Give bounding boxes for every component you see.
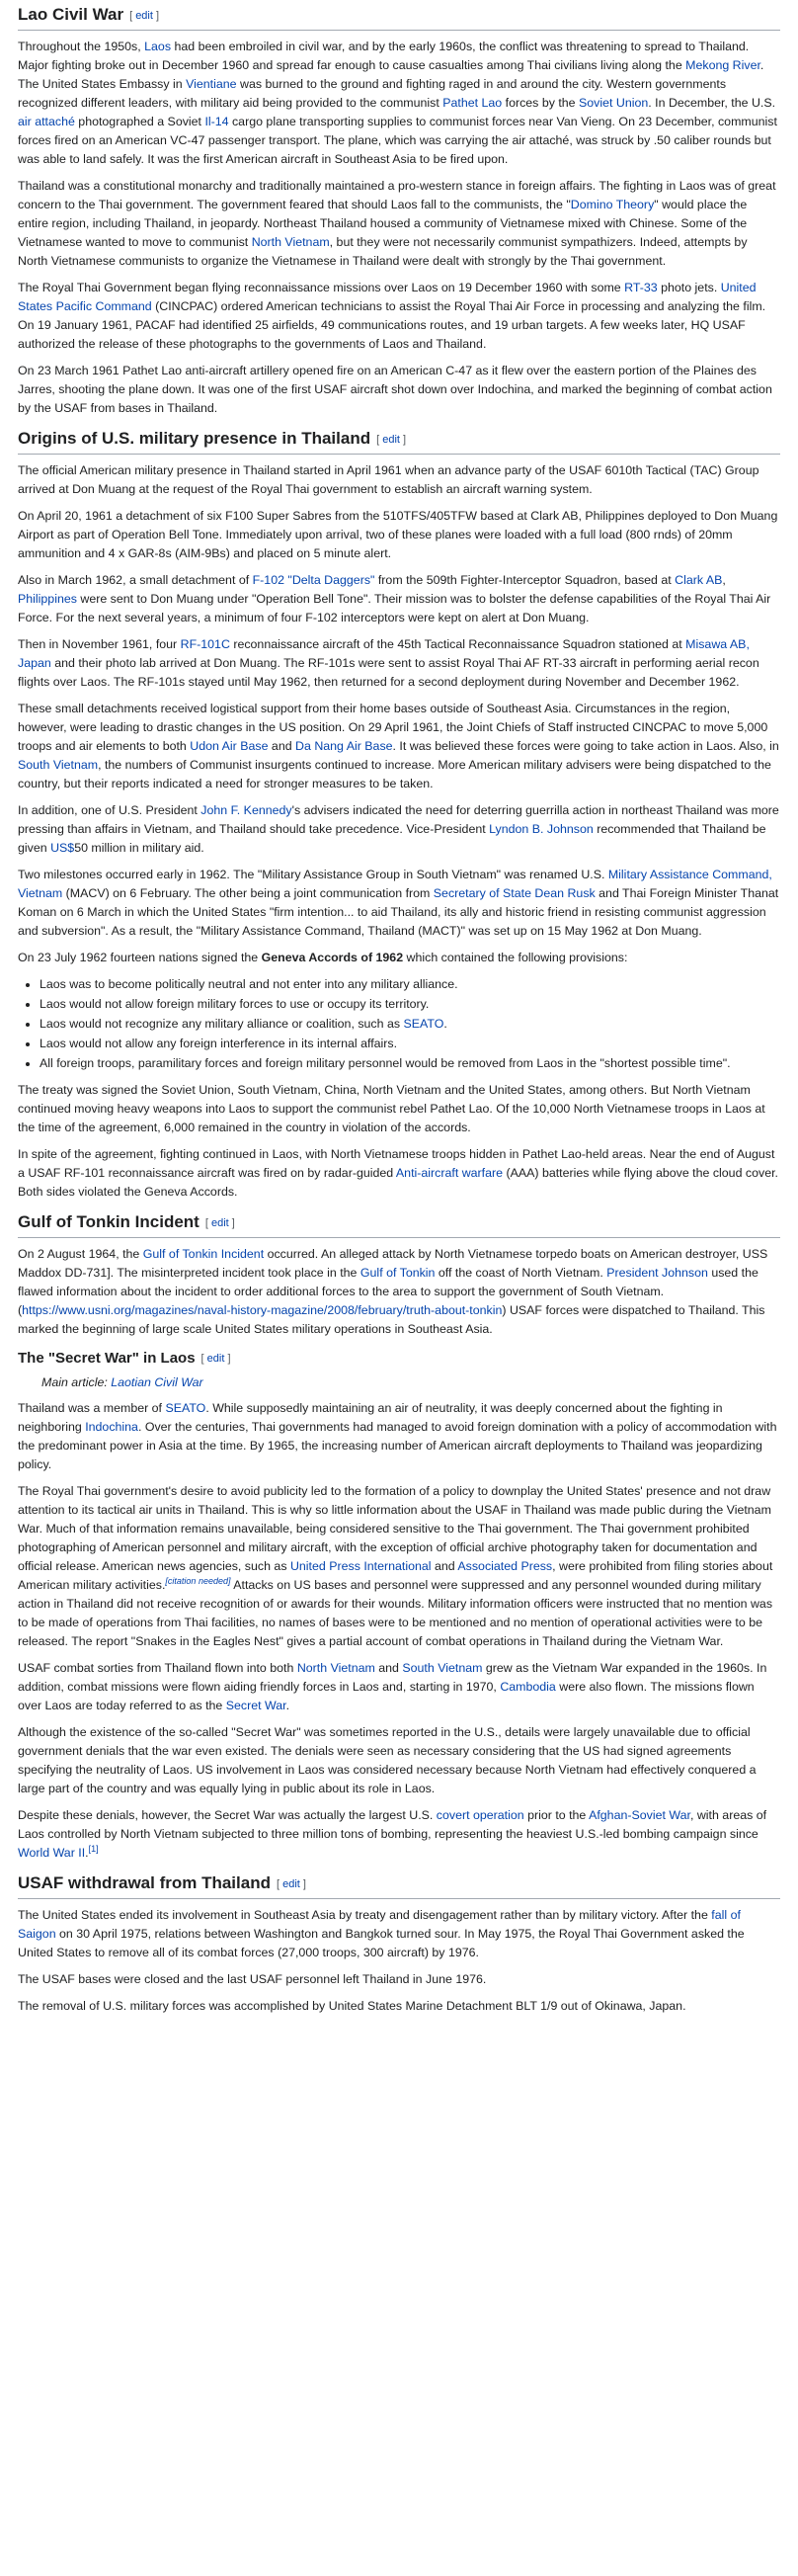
section-title: Origins of U.S. military presence in Thailand	[18, 429, 371, 448]
main-article-link[interactable]: Laotian Civil War	[111, 1375, 203, 1389]
wiki-link-https-www-usni-org-magazines-naval-histo[interactable]: https://www.usni.org/magazines/naval-history-magazine/2008/february/truth-about-tonkin	[22, 1303, 503, 1317]
wiki-link-gulf-of-tonkin-incident[interactable]: Gulf of Tonkin Incident	[142, 1247, 265, 1261]
wiki-link-rt-33[interactable]: RT-33	[624, 281, 658, 294]
edit-link[interactable]: edit	[206, 1353, 225, 1365]
wiki-link-laos[interactable]: Laos	[144, 40, 172, 53]
wiki-link-vientiane[interactable]: Vientiane	[186, 77, 237, 91]
paragraph: The official American military presence in Thailand started in April 1961 when an advance party of the USAF 6010th Tactical (TAC) Group arrived at Don Muang at the request of the Royal Thai government to establish an aircraft warning system.	[18, 463, 759, 496]
hatnote-main-article: Main article: Laotian Civil War	[41, 1375, 203, 1389]
reference-link[interactable]: [1]	[88, 1843, 99, 1854]
list-item: • All foreign troops, paramilitary forces and foreign military personnel would be removed from Laos in the "shortest possible time".	[40, 1054, 780, 1073]
section-heading	[18, 1211, 780, 1238]
wiki-link-seato[interactable]: SEATO	[403, 1017, 444, 1031]
wiki-link-covert-operation[interactable]: covert operation	[436, 1808, 524, 1822]
wiki-link-north-vietnam[interactable]: North Vietnam	[251, 235, 330, 249]
paragraph: Although the existence of the so-called "Secret War" was sometimes reported in the U.S., details were largely unavailable due to official government denials that the war even existed. The denials were seen as necessary considering that the US had signed agreements specifying the neutrality of Laos. US involvement in Laos was considered necessary because North Vietnam had effectively conquered a large part of the country and was equally lying in public about its role in Laos.	[18, 1725, 757, 1795]
provisions-list	[18, 975, 780, 1073]
edit-section-link[interactable]: [ edit ]	[376, 434, 407, 446]
wiki-link-north-vietnam[interactable]: North Vietnam	[296, 1661, 375, 1675]
wiki-link-air-attach[interactable]: air attaché	[18, 115, 75, 128]
wiki-link-south-vietnam[interactable]: South Vietnam	[402, 1661, 483, 1675]
edit-section-link[interactable]: [ edit ]	[276, 1878, 306, 1890]
paragraph: In spite of the agreement, fighting continued in Laos, with North Vietnamese troops hidden in Pathet Lao-held areas. Near the end of August a USAF RF-101 reconnaissance aircraft was fired on by radar-guided Anti-aircraft warfare (AAA) batteries while flying above the cloud cover. Both sides violated the Geneva Accords.	[18, 1147, 778, 1199]
edit-section-link[interactable]: [ edit ]	[204, 1217, 235, 1229]
wiki-link-rf-101c[interactable]: RF-101C	[180, 637, 230, 651]
wiki-link-cambodia[interactable]: Cambodia	[500, 1680, 556, 1694]
section-title: The "Secret War" in Laos	[18, 1350, 196, 1367]
paragraph: The Royal Thai Government began flying reconnaissance missions over Laos on 19 December 1960 with some RT-33 photo jets. United States Pacific Command (CINCPAC) ordered American technicians to assist the Royal Thai Air Force in processing and analyzing the film. On 19 January 1961, PACAF had identified 25 airfields, 49 communications routes, and 19 urban targets. A few weeks later, HQ USAF authorized the release of these photographs to the governments of Laos and Thailand.	[18, 281, 766, 351]
wiki-link-seato[interactable]: SEATO	[165, 1401, 206, 1415]
edit-link[interactable]: edit	[135, 10, 153, 22]
wiki-link-military-assistance-command-vietnam[interactable]: Military Assistance Command, Vietnam	[18, 868, 772, 900]
section-title: USAF withdrawal from Thailand	[18, 1873, 271, 1892]
wiki-link-il-14[interactable]: Il-14	[204, 115, 229, 128]
section-heading	[18, 4, 780, 31]
edit-link[interactable]: edit	[210, 1217, 229, 1229]
wiki-link-soviet-union[interactable]: Soviet Union	[579, 96, 649, 110]
list-item: • Laos was to become politically neutral and not enter into any military alliance.	[40, 975, 780, 994]
wiki-link-us[interactable]: US$	[50, 841, 75, 855]
wiki-link-pathet-lao[interactable]: Pathet Lao	[442, 96, 503, 110]
edit-link[interactable]: edit	[282, 1878, 300, 1890]
wiki-link-south-vietnam[interactable]: South Vietnam	[18, 758, 99, 772]
paragraph: These small detachments received logistical support from their home bases outside of Southeast Asia. Circumstances in the region, however, were leading to drastic changes in the US position. On 29 April 1961, the Joint Chiefs of Staff instructed CINCPAC to move 5,000 troops and air elements to both Udon Air Base and Da Nang Air Base. It was believed these forces were going to take action in Laos. Also, in South Vietnam, the numbers of Communist insurgents continued to increase. More American military advisers were being dispatched to the country, but their reports indicated a need for stronger measures to be taken.	[18, 702, 779, 790]
wiki-link-fall-of-saigon[interactable]: fall of Saigon	[18, 1908, 741, 1941]
wiki-link-indochina[interactable]: Indochina	[85, 1420, 138, 1434]
superscript-note: [citation needed]	[165, 1575, 231, 1586]
paragraph: USAF combat sorties from Thailand flown into both North Vietnam and South Vietnam grew as the Vietnam War expanded in the 1960s. In addition, combat missions were flown aiding friendly forces in Laos and, starting in 1970, Cambodia were also flown. The missions flown over Laos are today referred to as the Secret War.	[18, 1661, 767, 1712]
wiki-link-mekong-river[interactable]: Mekong River	[685, 58, 760, 72]
list-item: • Laos would not recognize any military alliance or coalition, such as SEATO.	[40, 1015, 780, 1034]
section-heading	[18, 428, 780, 455]
section-lao-civil-war	[18, 4, 780, 418]
wiki-link-clark-ab[interactable]: Clark AB	[675, 573, 723, 587]
wiki-link-da-nang-air-base[interactable]: Da Nang Air Base	[295, 739, 393, 753]
paragraph: The United States ended its involvement in Southeast Asia by treaty and disengagement rather than by military victory. After the fall of Saigon on 30 April 1975, relations between Washington and Bangkok turned sour. In May 1975, the Royal Thai Government asked the United States to remove all of its combat forces (27,000 troops, 300 aircraft) by 1976.	[18, 1908, 745, 1959]
section-title: Lao Civil War	[18, 5, 124, 24]
paragraph: On 2 August 1964, the Gulf of Tonkin Incident occurred. An alleged attack by North Vietnamese torpedo boats on American destroyer, USS Maddox DD-731]. The misinterpreted incident took place in the Gulf of Tonkin off the coast of North Vietnam. President Johnson used the flawed information about the incident to order additional forces to the area to support the government of South Vietnam.(https://www.usni.org/magazines/naval-history-magazine/2008/february/truth-about-tonkin) USAF forces were dispatched to Thailand. This marked the beginning of large scale United States military operations in Southeast Asia.	[18, 1247, 768, 1336]
section-heading	[18, 1349, 780, 1371]
wiki-link-associated-press[interactable]: Associated Press	[457, 1559, 553, 1573]
paragraph: On 23 March 1961 Pathet Lao anti-aircraft artillery opened fire on an American C-47 as it flew over the eastern portion of the Plaines des Jarres, shooting the plane down. It was one of the first USAF aircraft shot down over Indochina, and marked the beginning of combat action by the USAF from bases in Thailand.	[18, 364, 772, 415]
paragraph: The removal of U.S. military forces was accomplished by United States Marine Detachment BLT 1/9 out of Okinawa, Japan.	[18, 1999, 686, 2013]
wiki-link-domino-theory[interactable]: Domino Theory	[570, 198, 655, 211]
wiki-link-anti-aircraft-warfare[interactable]: Anti-aircraft warfare	[395, 1166, 504, 1180]
wiki-link-afghan-soviet-war[interactable]: Afghan-Soviet War	[589, 1808, 690, 1822]
paragraph: On April 20, 1961 a detachment of six F100 Super Sabres from the 510TFS/405TFW based at Clark AB, Philippines deployed to Don Muang Airport as part of Operation Bell Tone. Immediately upon arrival, two of these planes were loaded with a full load (800 rnds) of 20mm ammunition and 4 x GAR-8s (AIM-9Bs) and placed on 5 minute alert.	[18, 509, 778, 560]
section-the-secret-war-in-laos	[18, 1349, 780, 1863]
paragraph: Throughout the 1950s, Laos had been embroiled in civil war, and by the early 1960s, the conflict was threatening to spread to Thailand. Major fighting broke out in December 1960 and spread far enough to cause casualties among Thai civilians living along the Mekong River. The United States Embassy in Vientiane was burned to the ground and fighting raged in and around the city. Western governments recognized different leaders, with military aid being provided to the communist Pathet Lao forces by the Soviet Union. In December, the U.S. air attaché photographed a Soviet Il-14 cargo plane transporting supplies to communist forces near Van Vieng. On 23 December, communist forces fired on an American VC-47 passenger transport. The plane, which was carrying the air attaché, was struck by .50 caliber rounds but was able to land safely. It was the first American aircraft in Southeast Asia to be fired upon.	[18, 40, 777, 166]
paragraph: The Royal Thai government's desire to avoid publicity led to the formation of a policy to downplay the United States' presence and not draw attention to its tactical air units in Thailand. This is why so little information about the USAF in Thailand was made public during the Vietnam War. Much of that information remains unavailable, being considered sensitive to the Thai government. The Thai government prohibited photographing of American personnel and military aircraft, with the exception of official archive photography taken for documentation and official release. American news agencies, such as United Press International and Associated Press, were prohibited from filing stories about American military activities.[citation needed] Attacks on US bases and personnel were suppressed and any personnel wounded during military action in Thailand did not receive recognition of or awards for their wounds. Military information officers were instructed that no mention was to be made of operations from Thai facilities, no names of bases were to be mentioned and no mention of operational activities were to be released. The report "Snakes in the Eagles Nest" gives a partial account of combat operations in Thailand during the Vietnam War.	[18, 1484, 773, 1648]
wiki-link-misawa-ab-japan[interactable]: Misawa AB, Japan	[18, 637, 750, 670]
paragraph: Despite these denials, however, the Secret War was actually the largest U.S. covert operation prior to the Afghan-Soviet War, with areas of Laos controlled by North Vietnam subjected to three million tons of bombing, representing the heaviest U.S.-led bombing campaign since World War II.[1]	[18, 1808, 767, 1860]
paragraph: Thailand was a constitutional monarchy and traditionally maintained a pro-western stance in foreign affairs. The fighting in Laos was of great concern to the Thai government. The government feared that should Laos fall to the communists, the "Domino Theory" would place the entire region, including Thailand, in jeopardy. Northeast Thailand housed a community of Vietnamese mixed with Chinese. Some of the Vietnamese wanted to move to communist North Vietnam, but they were not necessarily communist sympathizers. Indeed, attempts by North Vietnamese communists to organize the Vietnamese in Thailand were dealt with strongly by the Thai government.	[18, 179, 776, 268]
paragraph: The USAF bases were closed and the last USAF personnel left Thailand in June 1976.	[18, 1972, 487, 1986]
section-heading	[18, 1872, 780, 1899]
paragraph: Two milestones occurred early in 1962. The "Military Assistance Group in South Vietnam" was renamed U.S. Military Assistance Command, Vietnam (MACV) on 6 February. The other being a joint communication from Secretary of State Dean Rusk and Thai Foreign Minister Thanat Koman on 6 March in which the United States "firm intention... to aid Thailand, its ally and historic friend in resisting communist aggression and subversion". As a result, the "Military Assistance Command, Thailand (MACT)" was set up on 15 May 1962 at Don Muang.	[18, 868, 779, 938]
section-usaf-withdrawal-from-thailand	[18, 1872, 780, 2016]
edit-section-link[interactable]: [ edit ]	[200, 1353, 231, 1365]
wiki-link-president-johnson[interactable]: President Johnson	[606, 1266, 708, 1280]
wiki-link-united-states-pacific-command[interactable]: United States Pacific Command	[18, 281, 757, 313]
section-origins-of-u-s-military-presence-in-thai	[18, 428, 780, 1202]
wiki-link-united-press-international[interactable]: United Press International	[289, 1559, 432, 1573]
wiki-link-f-102-delta-daggers[interactable]: F-102 "Delta Daggers"	[252, 573, 375, 587]
paragraph: Also in March 1962, a small detachment of F-102 "Delta Daggers" from the 509th Fighter-Interceptor Squadron, based at Clark AB, Philippines were sent to Don Muang under "Operation Bell Tone". Their mission was to bolster the defense capabilities of the Royal Thai Air Force. For the next several years, a minimum of four F-102 interceptors were kept on alert at Don Muang.	[18, 573, 771, 624]
list-item: • Laos would not allow any foreign interference in its internal affairs.	[40, 1035, 780, 1053]
paragraph: The treaty was signed the Soviet Union, South Vietnam, China, North Vietnam and the United States, among others. But North Vietnam continued moving heavy weapons into Laos to support the communist rebel Pathet Lao. Of the 10,000 North Vietnamese troops in Laos at the time of the agreement, 6,000 remained in the country in violation of the accords.	[18, 1083, 765, 1134]
section-gulf-of-tonkin-incident	[18, 1211, 780, 1339]
edit-section-link[interactable]: [ edit ]	[129, 10, 160, 22]
paragraph: Thailand was a member of SEATO. While supposedly maintaining an air of neutrality, it was deeply concerned about the fighting in neighboring Indochina. Over the centuries, Thai governments had managed to avoid foreign domination with a policy of accommodation with the predominant power in Asia at the time. By 1965, the increasing number of American aircraft deployments to Thailand was jeopardizing policy.	[18, 1401, 777, 1471]
edit-link[interactable]: edit	[382, 434, 400, 446]
superscript-note[interactable]	[89, 1844, 99, 1854]
wiki-link-secret-war[interactable]: Secret War	[225, 1699, 286, 1712]
wiki-link-lyndon-b-johnson[interactable]: Lyndon B. Johnson	[489, 822, 594, 836]
wiki-link-john-f-kennedy[interactable]: John F. Kennedy	[200, 803, 292, 817]
wiki-link-world-war-ii[interactable]: World War II	[18, 1846, 86, 1860]
paragraph: In addition, one of U.S. President John F. Kennedy's advisers indicated the need for deterring guerrilla action in northeast Thailand was more pressing than affairs in Vietnam, and Thailand should take precedence. Vice-President Lyndon B. Johnson recommended that Thailand be given US$50 million in military aid.	[18, 803, 779, 855]
paragraph: On 23 July 1962 fourteen nations signed the Geneva Accords of 1962 which contained the following provisions:	[18, 951, 628, 964]
paragraph: Then in November 1961, four RF-101C reconnaissance aircraft of the 45th Tactical Reconnaissance Squadron stationed at Misawa AB, Japan and their photo lab arrived at Don Muang. The RF-101s were sent to assist Royal Thai AF RT-33 aircraft in performing aerial recon flights over Laos. The RF-101s stayed until May 1962, then returned for a second deployment during November and December 1962.	[18, 637, 759, 689]
section-title: Gulf of Tonkin Incident	[18, 1212, 200, 1231]
list-item: • Laos would not allow foreign military forces to use or occupy its territory.	[40, 995, 780, 1014]
bold-term: Geneva Accords of 1962	[261, 951, 404, 964]
wiki-link-gulf-of-tonkin[interactable]: Gulf of Tonkin	[359, 1266, 436, 1280]
wiki-link-secretary-of-state-dean-rusk[interactable]: Secretary of State Dean Rusk	[433, 886, 596, 900]
wiki-link-udon-air-base[interactable]: Udon Air Base	[190, 739, 269, 753]
wiki-link-philippines[interactable]: Philippines	[18, 592, 77, 606]
